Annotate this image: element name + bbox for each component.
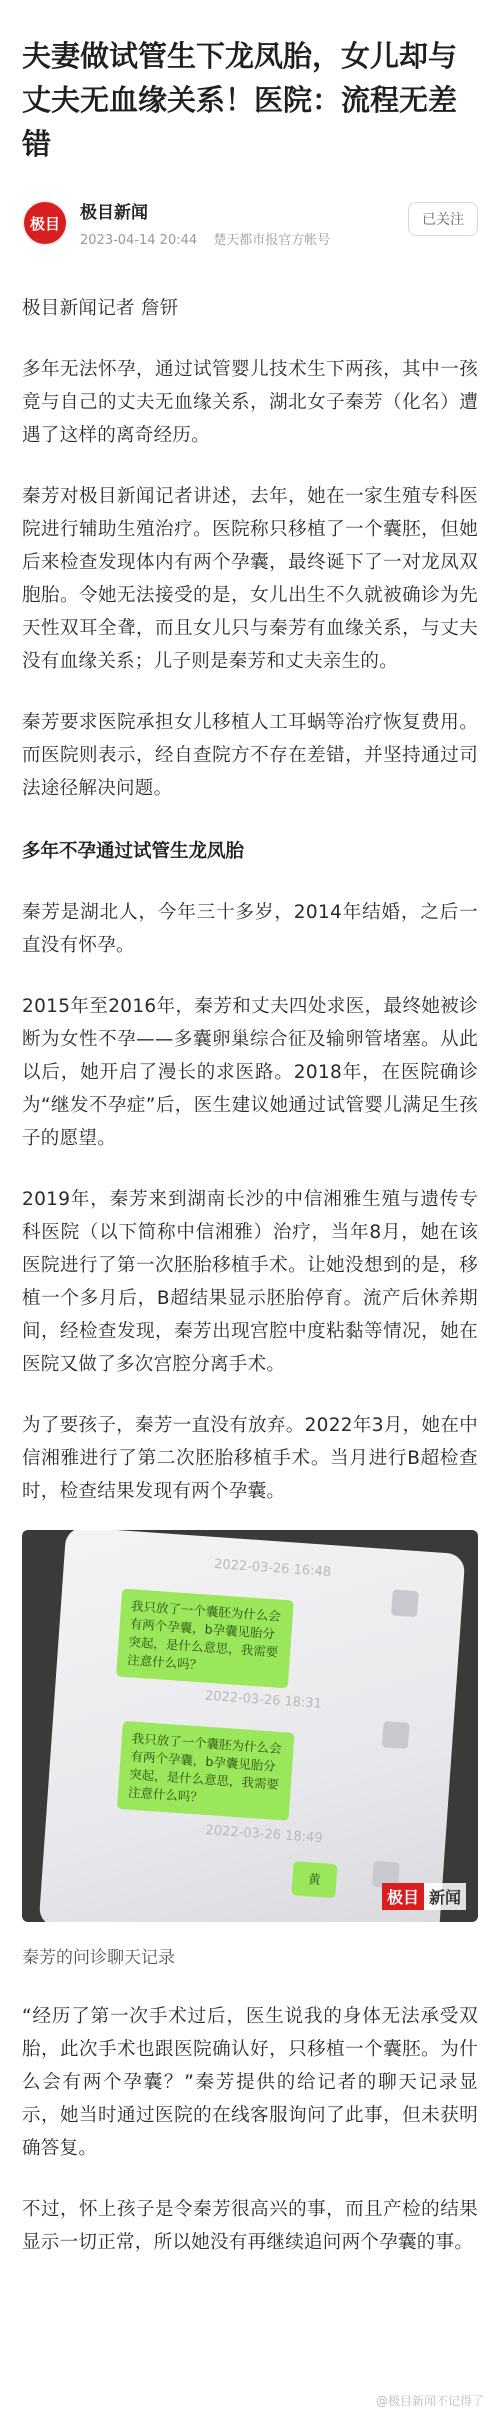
chat-timestamp: 2022-03-26 18:49 [205, 1823, 323, 1847]
paragraph: 多年无法怀孕，通过试管婴儿技术生下两孩，其中一孩竟与自己的丈夫无血缘关系，湖北女子秦芳（化名）遭遇了这样的离奇经历。 [22, 359, 478, 446]
chat-timestamp: 2022-03-26 16:48 [213, 1556, 332, 1581]
badge-right: 新闻 [424, 1883, 466, 1910]
paragraph: 秦芳要求医院承担女儿移植人工耳蜗等治疗恢复费用。而医院则表示，经自查院方不存在差错，并坚持通过司法途径解决问题。 [22, 712, 478, 799]
paragraph: 2015年至2016年，秦芳和丈夫四处求医，最终她被诊断为女性不孕——多囊卵巢综合征及输卵管堵塞。从此以后，她开启了漫长的求医路。2018年，在医院确诊为“继发不孕症”后，医生建议她通过试管婴儿满足生孩子的愿望。 [22, 996, 478, 1149]
paragraph: 不过，怀上孩子是令秦芳很高兴的事，而且产检的结果显示一切正常，所以她没有再继续追问两个孕囊的事。 [22, 2199, 478, 2253]
paragraph: 为了要孩子，秦芳一直没有放弃。2022年3月，她在中信湘雅进行了第二次胚胎移植手术。当月进行B超检查时，检查结果发现有两个孕囊。 [22, 1415, 478, 1502]
author-name[interactable]: 极目新闻 [80, 203, 148, 223]
chat-bubble: 黄 [291, 1861, 337, 1898]
chat-bubble: 我只放了一个囊胚为什么会有两个孕囊，b孕囊见胎分突起，是什么意思，我需要注意什么吗？ [116, 1589, 294, 1689]
paragraph: 2019年，秦芳来到湖南长沙的中信湘雅生殖与遗传专科医院（以下简称中信湘雅）治疗，当年8月，她在该医院进行了第一次胚胎移植手术。让她没想到的是，移植一个多月后，B超结果显示胚胎停育。流产后休养期间，经检查发现，秦芳出现宫腔中度粘黏等情况，她在医院又做了多次宫腔分离手术。 [22, 1189, 478, 1375]
byline-paragraph: 极目新闻记者 詹钘 [22, 298, 179, 319]
paragraph: “经历了第一次手术过后，医生说我的身体无法承受双胎，此次手术也跟医院确认好，只移植一个囊胚。为什么会有两个孕囊？”秦芳提供的给记者的聊天记录显示，她当时通过医院的在线客服询问了此事，但未获明确答复。 [22, 2006, 478, 2159]
chat-timestamp: 2022-03-26 18:31 [204, 1688, 323, 1712]
news-logo-badge [382, 1883, 466, 1910]
follow-button[interactable]: 已关注 [408, 202, 478, 236]
author-info [80, 198, 342, 248]
chat-avatar-icon [391, 1589, 419, 1617]
section-heading: 多年不孕通过试管生龙凤胎 [22, 841, 245, 862]
chat-screenshot-photo[interactable] [22, 1530, 478, 1922]
publish-date: 2023-04-14 20:44 [80, 233, 198, 248]
account-description: 楚天都市报官方帐号 [213, 233, 331, 248]
paragraph: 秦芳对极目新闻记者讲述，去年，她在一家生殖专科医院进行辅助生殖治疗。医院称只移植了一个囊胚，但她后来检查发现体内有两个孕囊，最终诞下了一对龙凤双胞胎。令她无法接受的是，女儿出生不久就被确诊为先天性双耳全聋，而且女儿只与秦芳有血缘关系，与丈夫没有血缘关系；儿子则是秦芳和丈夫亲生的。 [22, 486, 478, 672]
paragraph: 秦芳是湖北人，今年三十多岁，2014年结婚，之后一直没有怀孕。 [22, 902, 478, 956]
photo-caption: 秦芳的问诊聊天记录 [22, 1948, 175, 1968]
chat-bubble: 我只放了一个囊胚为什么会有两个孕囊，b孕囊见胎分突起，是什么意思，我需要注意什么吗？ [117, 1721, 295, 1821]
author-avatar[interactable]: 极目 [22, 200, 68, 246]
watermark: @极目新闻不记得了 [375, 2394, 484, 2408]
chat-avatar-icon [382, 1721, 410, 1749]
article-title: 夫妻做试管生下龙凤胎，女儿却与丈夫无血缘关系！医院：流程无差错 [22, 39, 458, 161]
author-row [0, 166, 500, 248]
article-body [0, 292, 500, 2259]
author-meta [80, 229, 342, 248]
badge-left: 极目 [382, 1883, 424, 1910]
phone-screen [39, 1530, 466, 1922]
